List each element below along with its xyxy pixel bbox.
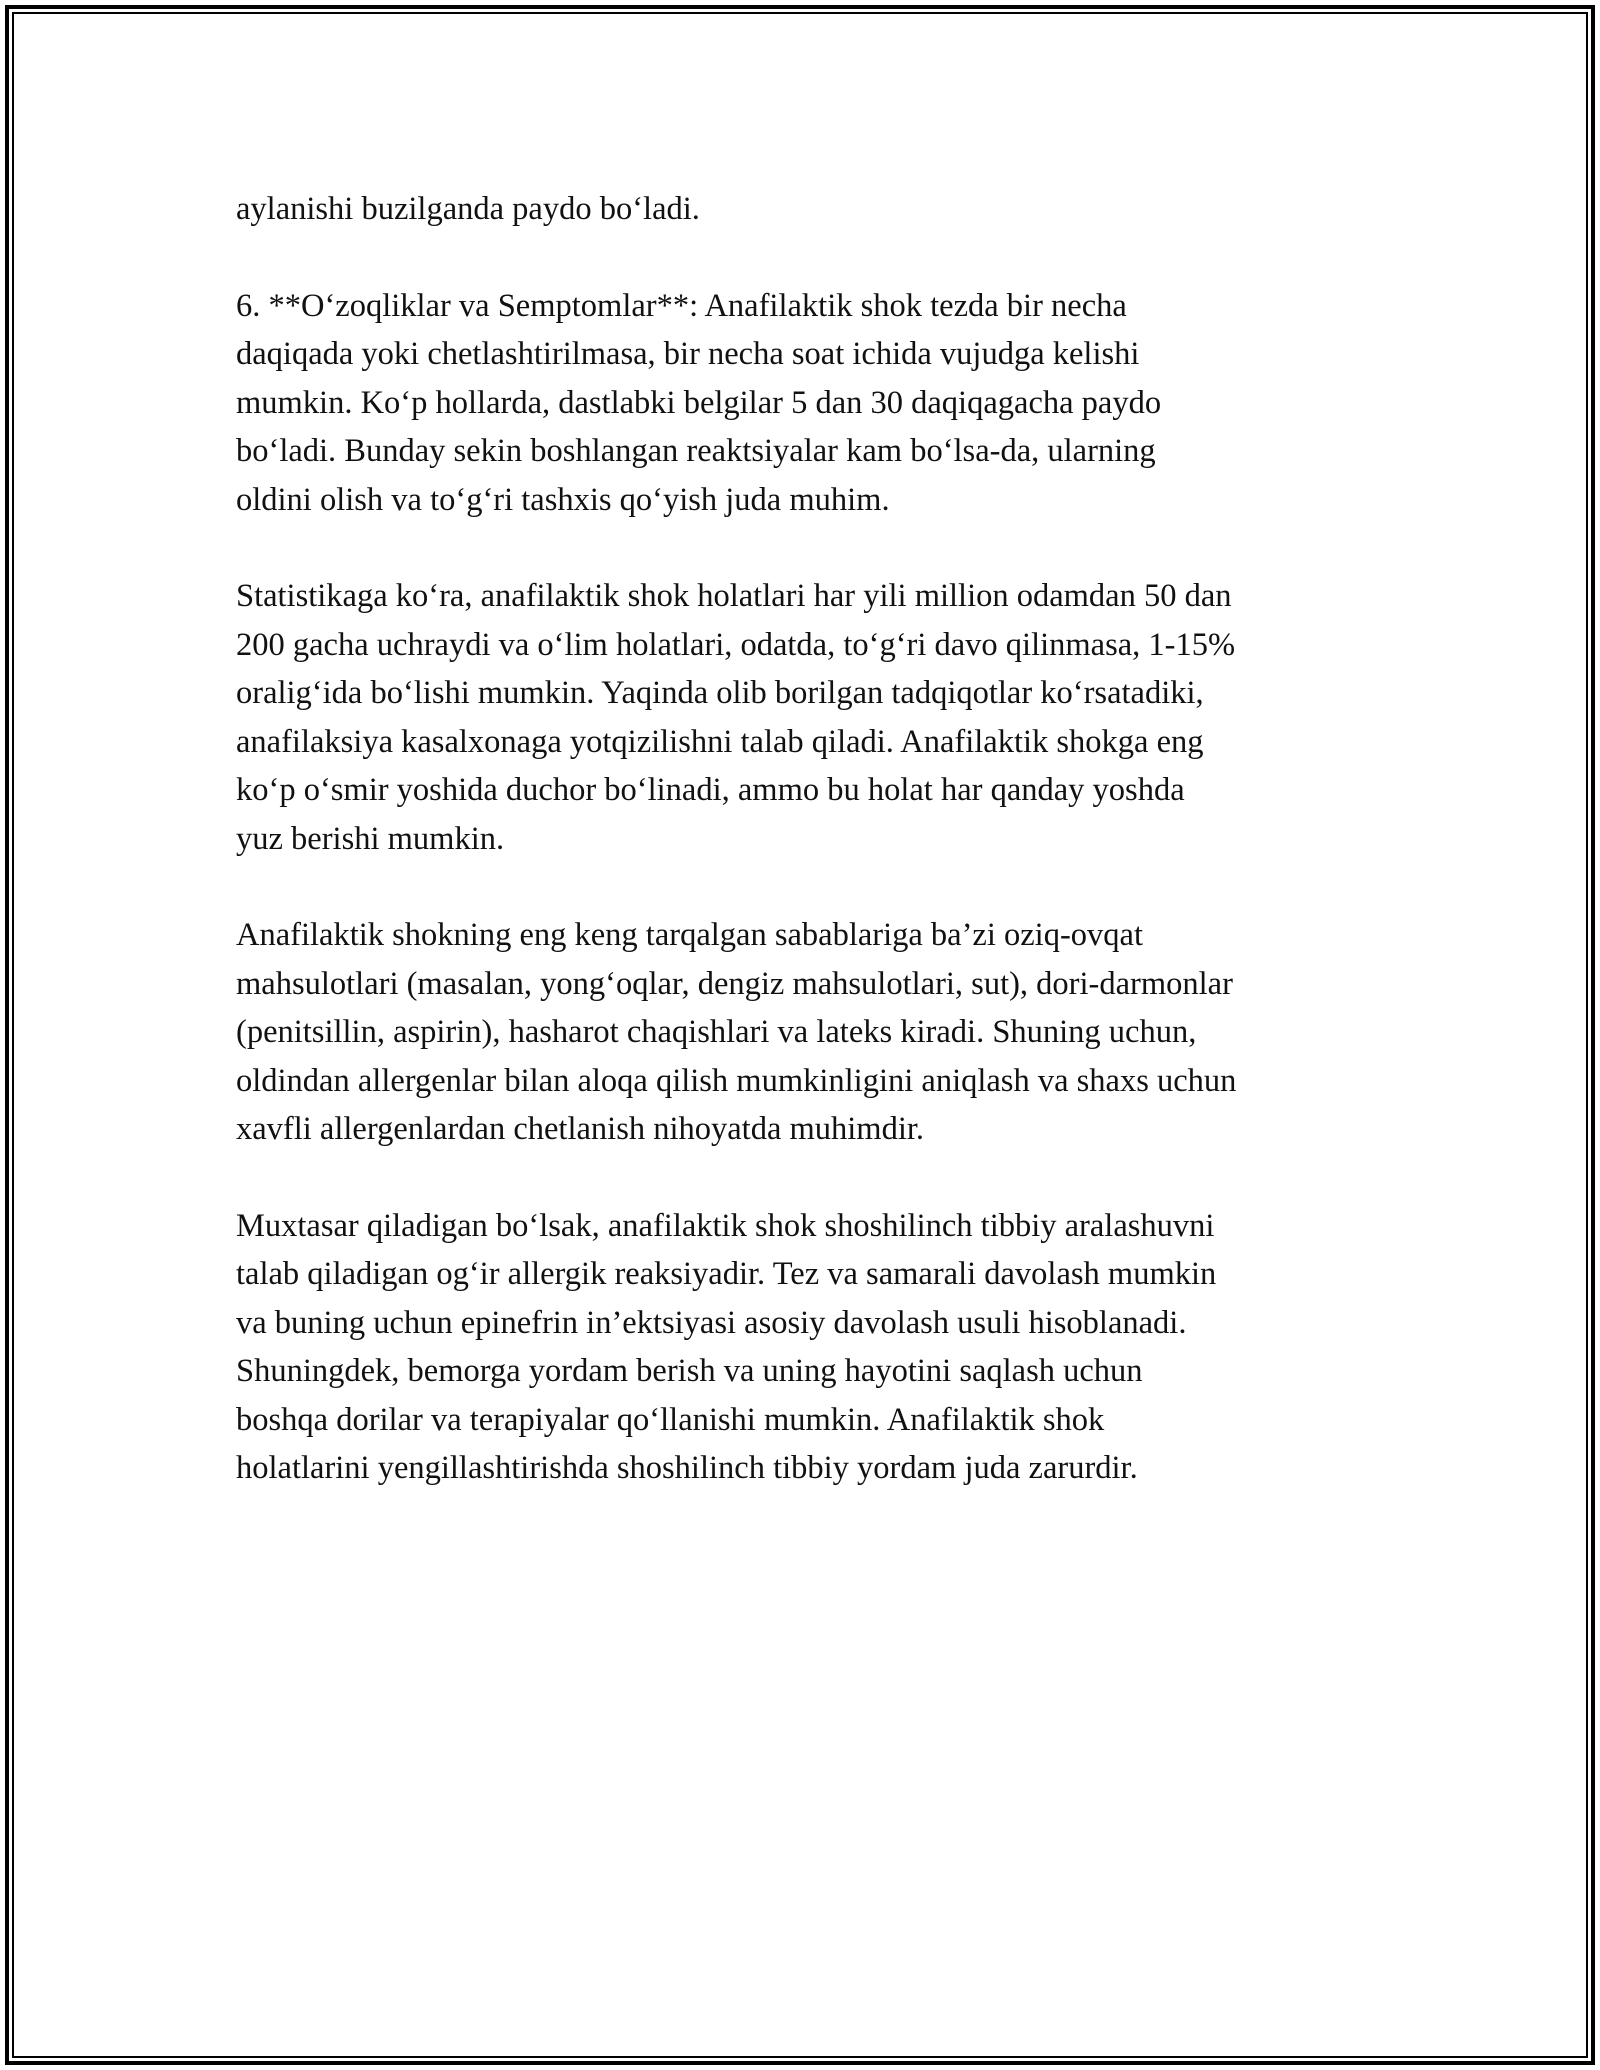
paragraph-causes: Anafilaktik shokning eng keng tarqalgan sabablariga ba’zi oziq-ovqat mahsulotlari (masalan, yong‘oqlar, dengiz mahsulotlari, sut), dori-darmonlar (penitsillin, aspirin), hasharot chaqishlari va lateks kiradi. Shuning uchun, oldindan allergenlar bilan aloqa qilish mumkinligini aniqlash va shaxs uchun xavfli allergenlardan chetlanish nihoyatda muhimdir. — [236, 917, 1237, 1147]
paragraph-continuation: aylanishi buzilganda paydo bo‘ladi. — [236, 191, 700, 227]
paragraph-symptoms: 6. **O‘zoqliklar va Semptomlar**: Anafilaktik shok tezda bir necha daqiqada yoki chetlashtirilmasa, bir necha soat ichida vujudga kelishi mumkin. Ko‘p hollarda, dastlabki belgilar 5 dan 30 daqiqagacha paydo bo‘ladi. Bunday sekin boshlangan reaktsiyalar kam bo‘lsa-da, ularning oldini olish va to‘g‘ri tashxis qo‘yish juda muhim. — [236, 287, 1162, 518]
paragraph-statistics: Statistikaga ko‘ra, anafilaktik shok holatlari har yili million odamdan 50 dan 200 gacha uchraydi va o‘lim holatlari, odatda, to‘g‘ri davo qilinmasa, 1-15% oralig‘ida bo‘lishi mumkin. Yaqinda olib borilgan tadqiqotlar ko‘rsatadiki, anafilaksiya kasalxonaga yotqizilishni talab qiladi. Anafilaktik shokga eng ko‘p o‘smir yoshida duchor bo‘linadi, ammo bu holat har qanday yoshda yuz berishi mumkin. — [236, 578, 1236, 857]
paragraph-summary: Muxtasar qiladigan bo‘lsak, anafilaktik shok shoshilinch tibbiy aralashuvni talab qiladigan og‘ir allergik reaksiyadir. Tez va samarali davolash mumkin va buning uchun epinefrin in’ektsiyasi asosiy davolash usuli hisoblanadi. Shuningdek, bemorga yordam berish va uning hayotini saqlash uchun boshqa dorilar va terapiyalar qo‘llanishi mumkin. Anafilaktik shok holatlarini yengillashtirishda shoshilinch tibbiy yordam juda zarurdir. — [236, 1207, 1217, 1486]
document-body — [236, 185, 1376, 1541]
